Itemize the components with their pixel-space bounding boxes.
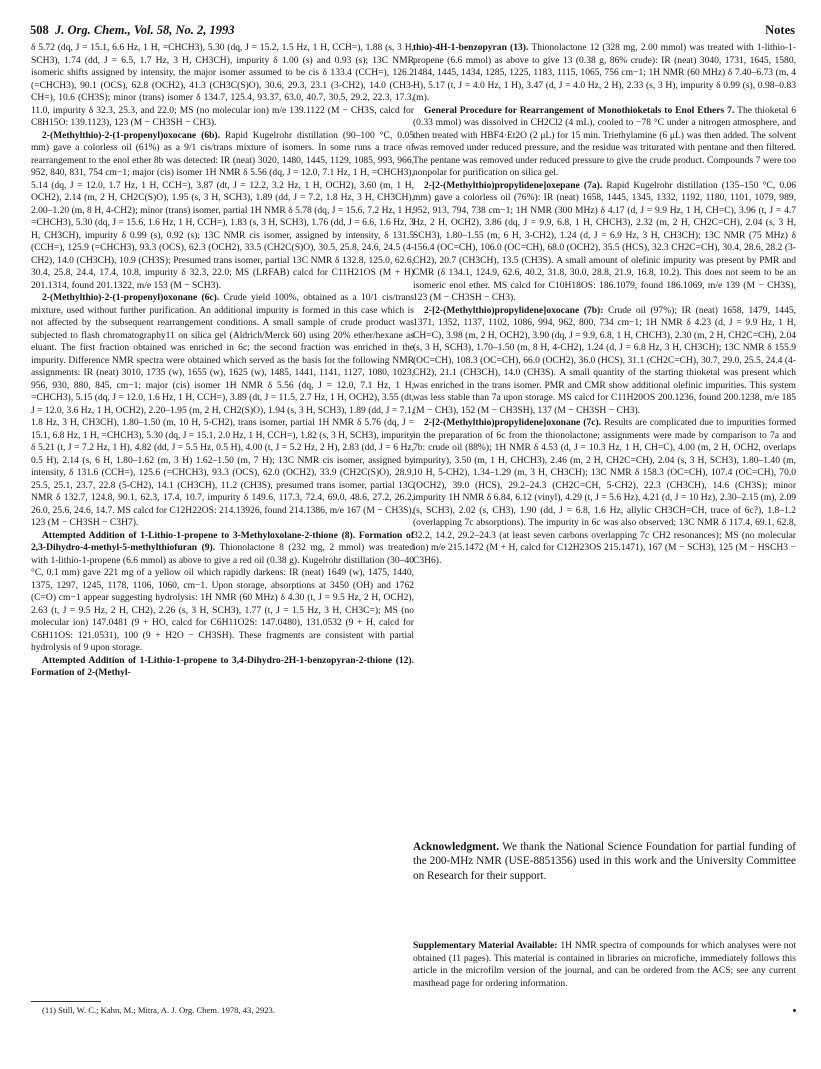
paragraph-7a — [413, 180, 796, 305]
running-header — [30, 23, 795, 43]
paragraph-attempted-12 — [31, 655, 414, 680]
paragraph-text: Crude yield 100%, obtained as a 10/1 cis/trans mixture, used without further purification. An additional impurity is formed in this case which is not affected by the subsequent rearrangement conditions. A small sample of crude product was subjected to flash chromatography11 on silica gel (Aldrich/Merck 60) using 20% ether/hexane as eluant. The first fraction obtained was enriched in 6c; the second fraction was enriched in the impurity. Difference NMR spectra were obtained which served as the basis for the following NMR assignments: IR (neat) 3010, 1735 (w), 1655 (w), 1625 (w), 1485, 1441, 1141, 1127, 1080, 1023, 956, 930, 880, 845, cm−1; major (cis) isomer 1H NMR δ 5.56 (dq, J = 12.0, 7.1 Hz, 1 H, =CHCH3), 5.15 (dq, J = 12.0, 1.6 Hz, 1 H, CCH=), 3.89 (dt, J = 11.5, 2.7 Hz, 1 H, OCH2), 3.55 (dt, J = 12.0, 3.6 Hz, 1 H, OCH2), 2.20–1.95 (m, 2 H, CH2(S)O), 1.94 (s, 3 H, SCH3), 1.89 (dd, J = 7.1, 1.8 Hz, 3 H, CH3CH), 1.80–1.50 (m, 10 H, 5-CH2), trans isomer, partial 1H NMR δ 5.76 (dq, J = 15.1, 6.8 Hz, 1 H, =CHCH3), 5.30 (dq, J = 15.1, 2.0 Hz, 1 H, CCH=), 1.82 (s, 3 H, SCH3), impurity δ 5.21 (t, J = 7.2 Hz, 1 H), 4.82 (dd, J = 5.5 Hz, 0.5 H), 4.00 (t, J = 5.2 Hz, 2 H), 2.83 (dd, J = 6 Hz, 0.5 H), 2.14 (s, 6 H, 1.80–1.62 (m, 3 H) 1.62–1.50 (m, 7 H); 13C NMR cis isomer, assigned by intensity, δ 131.6 (CCH=), 125.6 (=CHCH3), 93.3 (OCS), 62.0 (OCH2), 33.9 (CH2C(S)O), 28.9, 25.5, 25.1, 23.7, 22.8 (5-CH2), 14.1 (CH3CH), 11.2 (CH3S), presumed trans isomer, partial 13C NMR δ 132.7, 124.8, 90.1, 62.3, 17.4, 10.7, impurity δ 149.6, 117.3, 72.4, 69.0, 48.6, 27.2, 26.2, 26.0, 25.6, 24.6, 14.7. MS calcd for C12H22OS: 214.13926, found 214.1386, m/e 167 (M − CH3S), 123 (M − CH3SH − C3H7). — [31, 292, 414, 528]
compound-heading: 2-(Methylthio)-2-(1-propenyl)oxonane (6c). — [42, 292, 220, 303]
footnote-11: (11) Still, W. C.; Kahn, M.; Mitra, A. J. Org. Chem. 1978, 43, 2923. — [42, 1005, 275, 1015]
compound-heading: 2-(Methylthio)-2-(1-propenyl)oxocane (6b). — [42, 129, 220, 141]
section-label: Notes — [765, 23, 795, 37]
compound-heading: 2-[2-(Methylthio)propylidene]oxonane (7c). — [424, 417, 602, 428]
acknowledgment-text: We thank the National Science Foundation for partial funding of the 200-MHz NMR (USE-8851356) used in this work and the University Committee on Research for their support. — [413, 841, 796, 882]
paragraph-text: Rapid Kugelrohr distillation (90–100 °C, 0.05 mm) gave a colorless oil (61%) as a 9/1 cis/trans mixture of isomers. In some runs a trace of rearrangement to the enol ether 8b was detected: IR (neat) 3020, 1480, 1445, 1129, 1085, 993, 966, 952, 840, 831, 754 cm−1; major (cis) isomer 1H NMR δ 5.56 (dq, J = 12.0, 7.1 Hz, 1 H, =CHCH3), 5.14 (dq, J = 12.0, 1.7 Hz, 1 H, CCH=), 3.87 (dt, J = 12.2, 3.2 Hz, 1 H, OCH2), 3.60 (m, 1 H, OCH2), 2.14 (m, 2 H, CH2C(S)O), 1.95 (s, 3 H, SCH3), 1.89 (dd, J = 7.2, 1.8 Hz, 3 H, CH3CH), 2.00–1.20 (m, 8 H, 4-CH2); minor (trans) isomer, partial 1H NMR δ 5.78 (dq, J = 15.6, 7.2 Hz, 1 H, =CHCH3), 5.30 (dq, J = 15.6, 1.6 Hz, 1 H, CCH=), 1.83 (s, 3 H, SCH3), 1.76 (dd, J = 6.6, 1.6 Hz, 3 H, CH3CH), impurity δ 0.99 (s), 0.92 (s); 13C NMR cis isomer, assigned by intensity, δ 131.5 (CCH=), 125.9 (=CHCH3), 93.3 (OCS), 62.3 (OCH2), 33.5 (CH2C(S)O), 30.5, 25.8, 24.6, 24.5 (4-CH2), 14.0 (CH3CH), 10.9 (CH3S); Presumed trans isomer, partial 13C NMR δ 132.8, 125.0, 62.6, 30.4, 25.8, 24.4, 17.4, 10.8, impurity δ 32.3, 22.0; MS (LRFAB) calcd for C11H21OS (M + H) 201.1314, found 201.1322, m/e 153 (M − SCH3). — [31, 129, 415, 291]
supplementary-title: Supplementary Material Available: — [413, 940, 558, 951]
paragraph-13 — [413, 42, 796, 105]
compound-heading: Attempted Addition of 1-Lithio-1-propene to 3-Methyloxolane-2-thione (8). Formation of 2,3-Dihydro-4-methyl-5-methylthiofuran (9). — [31, 529, 414, 553]
paragraph-general-procedure — [413, 105, 796, 180]
acknowledgment — [413, 840, 796, 883]
supplementary-text: 1H NMR spectra of compounds for which analyses were not obtained (11 pages). This material is contained in libraries on microfiche, immediately follows this article in the microfilm version of the journal, and can be ordered from the ACS; see any current masthead page for ordering information. — [413, 940, 796, 989]
paragraph-text: Rapid Kugelrohr distillation (135–150 °C, 0.06 mm) gave a colorless oil (76%): IR (neat) 1658, 1445, 1345, 1332, 1192, 1180, 1101, 1079, 989, 952, 913, 794, 738 cm−1; 1H NMR (300 MHz) δ 4.17 (d, J = 9.9 Hz, 1 H, CH=C), 3.96 (t, J = 4.7 Hz, 2 H, OCH2), 3.86 (dq, J = 9.9, 6.8, 1 H, CHCH3), 2.32 (m, 2 H, CH2C=CH), 2.04 (s, 3 H, SCH3), 1.80–1.55 (m, 6 H, 3-CH2), 1.24 (d, J = 6.9 Hz, 3 H, CH3CH); 13C NMR (75 MHz) δ 156.4 (OC=CH), 106.0 (OC=CH), 68.0 (OCH2), 35.5 (HCS), 32.3 CH2C=CH), 30.4, 28.6, 28.2 (3-CH2), 20.7 (CH3CH), 13.5 (CH3S). A small amount of olefinic impurity was present by PMR and CMR (δ 134.1, 124.9, 62.6, 40.2, 31.8, 30.0, 28.8, 21.9, 16.8, 10.2). This does not seem to be an isomeric enol ether. MS calcd for C10H18OS: 186.1079, found 186.1069, m/e 139 (M − CH3S), 123 (M − CH3SH − CH3). — [413, 179, 797, 303]
compound-heading: Attempted Addition of 1-Lithio-1-propene to 3,4-Dihydro-2H-1-benzopyran-2-thione (12). Formation of 2-(Methyl- — [31, 654, 414, 678]
supplementary-material — [413, 940, 796, 990]
paragraph-continuation — [31, 42, 414, 130]
paragraph-text: The thioketal 6 (0.33 mmol) was dissolved in CH2Cl2 (4 mL), cooled to −78 °C under a nitrogen atmosphere, and then treated with HBF4·Et2O (2 μL) for 15 min. Triethylamine (6 μL) was then added. The solvent was removed under reduced pressure, and the residue was triturated with pentane and then filtered. The pentane was removed under reduced pressure to give the crude product. Compounds 7 were too nonpolar for purification on silica gel. — [413, 104, 796, 178]
compound-heading: 2-[2-(Methylthio)propylidene]oxepane (7a). — [424, 179, 603, 191]
procedure-heading: General Procedure for Rearrangement of Monothioketals to Enol Ethers 7. — [424, 104, 735, 116]
page-number: 508 — [30, 23, 49, 37]
paragraph-7b — [413, 305, 796, 418]
compound-heading: 2-[2-(Methylthio)propylidene]oxocane (7b): — [424, 304, 604, 316]
paragraph-text: Results are complicated due to impurities formed in the preparation of 6c from the thionolactone; assignments were made by comparison to 7a and 7b: crude oil (88%); 1H NMR δ 4.53 (d, J = 10.3 Hz, 1 H, CH=C), 4.00 (m, 2 H, OCH2, overlaps impurity), 3.50 (m, 1 H, CHCH3), 2.46 (m, 2 H, CH2C=CH), 2.04 (s, 3 H, SCH3), 1.80–1.40 (m, 10 H, 5-CH2), 1.34–1.29 (m, 3 H, CH3CH); 13C NMR δ 158.3 (OC=CH), 107.4 (OC=CH), 70.0 (OCH2), 39.0 (HCS), 29.2–24.3 (CH2C=CH, 5-CH2), 22.3 (CH3CH), 14.6 (CH3S); minor impurity 1H NMR δ 6.84, 6.12 (vinyl), 4.29 (t, J = 5.6 Hz), 4.21 (d, J = 10 Hz), 2.30–2.15 (m), 2.09 (s, SCH3), 2.02 (s, CH3), 1.90 (dd, J = 6.8, 1.6 Hz, allylic CH3CH=CH, trace of 6c?), 1.8–1.2 (overlapping 7c absorptions). The impurity in 6c was also observed; 13C NMR δ 117.4, 69.1, 62.8, 32.2, 14.2, 29.2–24.3 (at least seven carbons overlapping 7c CH2 resonances); MS (no molecular ion) m/e 215.1472 (M + H, calcd for C12H23OS 215.1471), 167 (M − SCH3), 125 (M − HSCH3 − C3H6). — [413, 417, 797, 566]
paragraph-6b — [31, 130, 414, 293]
right-column — [413, 42, 796, 567]
paragraph-6c — [31, 292, 414, 530]
paragraph-text: Crude oil (97%); IR (neat) 1658, 1479, 1445, 1371, 1352, 1137, 1102, 1086, 994, 962, 800, 734 cm−1; 1H NMR δ 4.23 (d, J = 9.9 Hz, 1 H, CH=C), 3.98 (m, 2 H, OCH2), 3.90 (dq, J = 9.9, 6.8, 1 H, CHCH3), 2.30 (m, 2 H, CH2C=CH), 2.04 (s, 3 H, SCH3), 1.70–1.50 (m, 8 H, 4-CH2), 1.24 (d, J = 6.8 Hz, 3 H, CH3CH); 13C NMR δ 155.9 (OC=CH), 108.3 (OC=CH), 66.0 (OCH2), 36.0 (HCS), 31.1 (CH2C=CH), 30.7, 29.0, 25.5, 24.4 (4-CH2), 21.1 (CH3CH), 14.0 (CH3S). A small quantity of the starting thioketal was present which was enriched in the trans isomer. PMR and CMR show additional olefinic impurities. This system was less stable than 7a upon storage. MS calcd for C11H20OS 200.1236, found 200.1238, m/e 185 (M − CH3), 152 (M − CH3SH), 137 (M − CH3SH − CH3). — [413, 304, 797, 416]
paragraph-text: Thionolactone 12 (328 mg, 2.00 mmol) was treated with 1-lithio-1-propene (6.6 mmol) as above to give 13 (0.38 g, 86% crude): IR (neat) 3040, 1731, 1645, 1580, 1484, 1445, 1434, 1285, 1225, 1183, 1115, 1065, 756 cm−1; 1H NMR (60 MHz) δ 7.40–6.73 (m, 4 H), 5.17 (t, J = 4.0 Hz, 1 H), 3.47 (d, J = 4.0 Hz, 2 H), 2.33 (s, 3 H), impurity δ 0.99 (s), 0.98–0.83 (m). — [413, 42, 796, 103]
compound-heading: thio)-4H-1-benzopyran (13). — [413, 42, 529, 53]
paragraph-attempted-8 — [31, 530, 414, 655]
journal-citation: J. Org. Chem., Vol. 58, No. 2, 1993 — [55, 23, 235, 37]
paragraph-text: Thionolactone 8 (232 mg, 2 mmol) was treated with 1-lithio-1-propene (6.6 mmol) as above to give a red oil (0.38 g). Kugelrohr distillation (30–40 °C, 0.1 mm) gave 221 mg of a yellow oil which rapidly darkens: IR (neat) 1649 (w), 1475, 1440, 1375, 1297, 1245, 1178, 1106, 1060, cm−1. Upon storage, absorptions at 3450 (OH) and 1762 (C=O) cm−1 appear suggesting hydrolysis: 1H NMR (60 MHz) δ 4.30 (t, J = 9.5 Hz, 2 H, OCH2), 2.63 (t, J = 9.5 Hz, 2 H, CH2), 2.26 (s, 3 H, SCH3), 1.77 (t, J = 1.5 Hz, 3 H, CH3C=); MS (no molecular ion) 147.0481 (9 + HO, calcd for C6H11O2S: 147.0480), 131.0532 (9 + H, calcd for C6H11OS: 121.0531), 100 (9 + H2O − CH3SH). These fragments are consistent with partial hydrolysis of 9 upon storage. — [31, 542, 414, 653]
paragraph-7c — [413, 417, 796, 567]
header-left — [30, 23, 235, 38]
end-mark — [793, 1009, 796, 1012]
left-column — [31, 42, 414, 680]
acknowledgment-title: Acknowledgment. — [413, 841, 500, 853]
paragraph-text: δ 5.72 (dq, J = 15.1, 6.6 Hz, 1 H, =CHCH3), 5.30 (dq, J = 15.2, 1.5 Hz, 1 H, CCH=), 1.88 (s, 3 H, SCH3), 1.74 (dd, J = 6.5, 1.7 Hz, 3 H, CH3CH), impurity δ 1.00 (s) and 0.93 (s); 13C NMR isomeric shifts assigned by intensity, the major isomer assumed to be cis δ 133.4 (CCH=), 126.2 (=CHCH3), 90.1 (OCS), 62.8 (OCH2), 41.3 (CH3C(S)O), 30.6, 29.3, 23.1 (3-CH2), 14.0 (CH3-CH=), 10.6 (CH3S); minor (trans) isomer δ 134.7, 125.4, 93.37, 63.0, 40.7, 30.5, 29.2, 22.3, 17.3, 11.0, impurity δ 32.3, 25.3, and 22.0; MS (no molecular ion) m/e 139.1122 (M − CH3S, calcd for C8H15O: 139.1123), 123 (M − CH3SH − CH3). — [31, 42, 414, 128]
footnote-divider — [31, 1001, 101, 1002]
